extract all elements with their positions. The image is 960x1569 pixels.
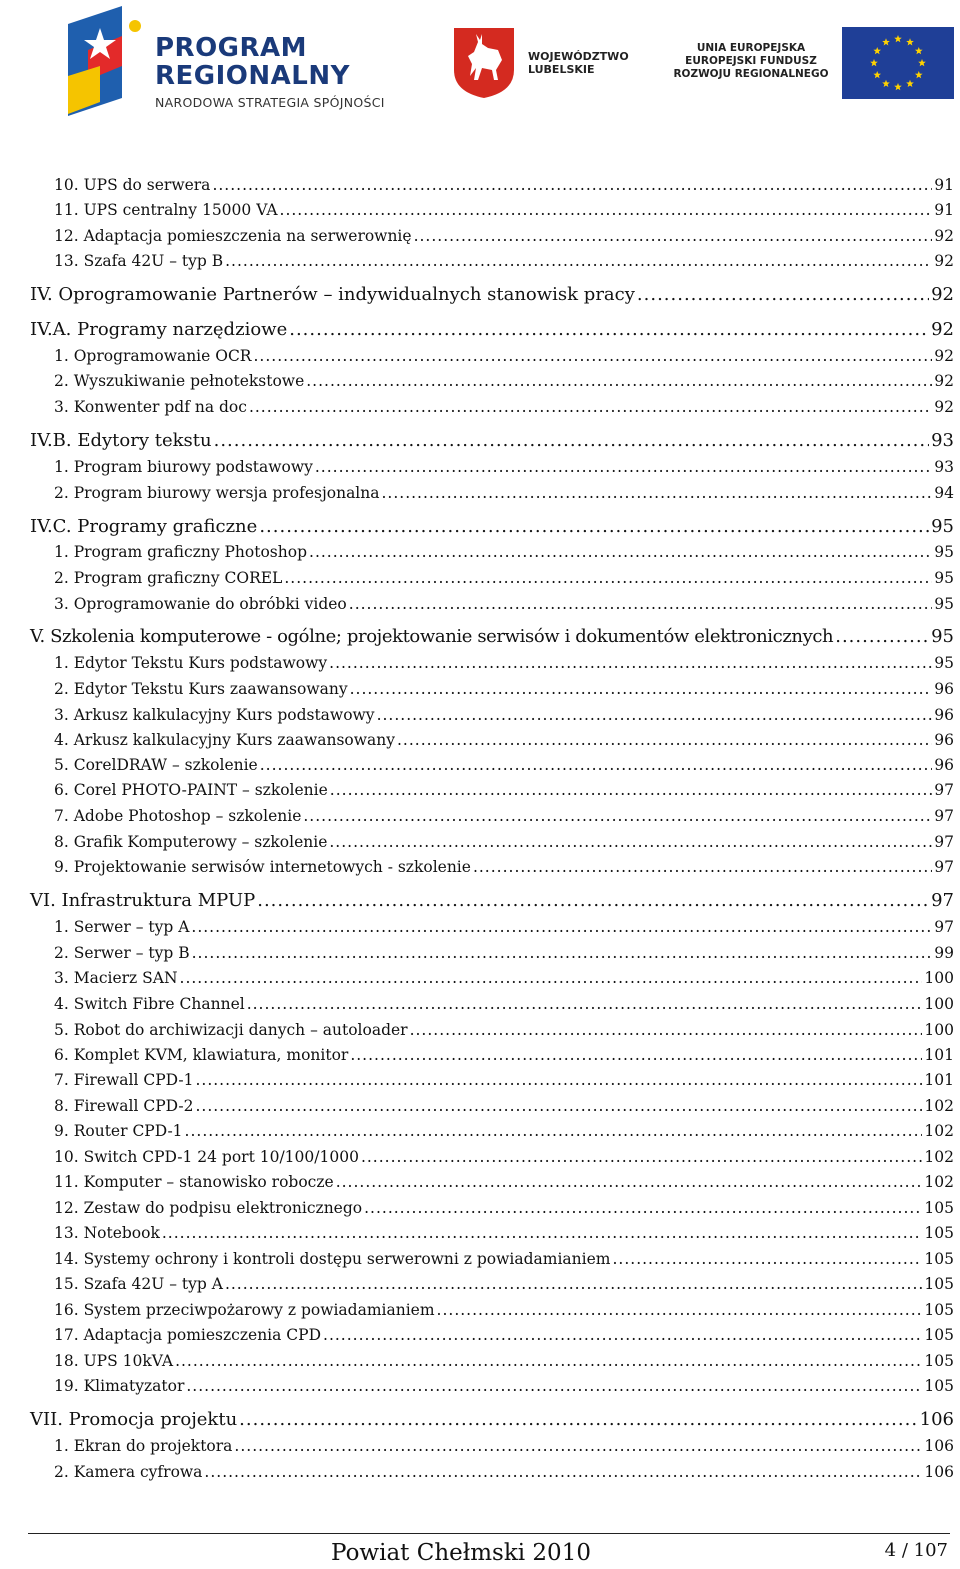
toc-entry[interactable] [54, 1173, 954, 1193]
toc-dot-leader [350, 680, 933, 698]
toc-dot-leader [162, 1224, 923, 1242]
toc-entry-title: 4. Arkusz kalkulacyjny Kurs zaawansowany [54, 731, 395, 749]
toc-dot-leader [239, 1409, 917, 1430]
toc-entry[interactable] [54, 201, 954, 221]
toc-dot-leader [289, 319, 929, 340]
toc-entry-title: 3. Konwenter pdf na doc [54, 398, 247, 416]
toc-page-number: 96 [934, 706, 954, 724]
toc-entry[interactable] [54, 781, 954, 801]
toc-page-number: 101 [924, 1046, 954, 1064]
toc-entry-title: 2. Program biurowy wersja profesjonalna [54, 484, 380, 502]
toc-dot-leader [257, 890, 929, 911]
toc-section-entry[interactable] [30, 319, 954, 343]
toc-page-number: 102 [924, 1122, 954, 1140]
footer-divider [28, 1533, 950, 1534]
toc-section-entry[interactable] [30, 1409, 954, 1433]
toc-entry[interactable] [54, 543, 954, 563]
toc-entry[interactable] [54, 1250, 954, 1270]
toc-section-entry[interactable] [30, 284, 954, 308]
toc-dot-leader [329, 833, 932, 851]
toc-entry[interactable] [54, 1122, 954, 1142]
toc-entry-title: 9. Router CPD-1 [54, 1122, 183, 1140]
toc-entry[interactable] [54, 398, 954, 418]
toc-page-number: 97 [931, 890, 954, 911]
toc-dot-leader [234, 1437, 922, 1455]
eu-fund-logo [672, 26, 954, 100]
toc-entry[interactable] [54, 1275, 954, 1295]
toc-page-number: 94 [934, 484, 954, 502]
toc-entry-title: 6. Komplet KVM, klawiatura, monitor [54, 1046, 349, 1064]
toc-dot-leader [349, 595, 933, 613]
toc-entry[interactable] [54, 1377, 954, 1397]
toc-page-number: 97 [934, 918, 954, 936]
toc-entry[interactable] [54, 1097, 954, 1117]
toc-entry[interactable] [54, 807, 954, 827]
program-regionalny-flag-icon [60, 6, 152, 116]
toc-entry[interactable] [54, 252, 954, 272]
toc-page-number: 95 [931, 516, 954, 537]
toc-entry-title: 3. Arkusz kalkulacyjny Kurs podstawowy [54, 706, 375, 724]
toc-page-number: 105 [924, 1275, 954, 1293]
toc-entry-title: 2. Edytor Tekstu Kurs zaawansowany [54, 680, 348, 698]
toc-entry-title: 9. Projektowanie serwisów internetowych - szkolenie [54, 858, 471, 876]
toc-entry-title: 12. Zestaw do podpisu elektronicznego [54, 1199, 363, 1217]
program-title [155, 34, 350, 90]
toc-entry[interactable] [54, 1021, 954, 1041]
toc-section-entry[interactable] [30, 626, 954, 650]
toc-page-number: 105 [924, 1250, 954, 1268]
toc-page-number: 105 [924, 1301, 954, 1319]
toc-entry[interactable] [54, 227, 954, 247]
toc-entry[interactable] [54, 1352, 954, 1372]
toc-entry-title: 5. Robot do archiwizacji danych – autoloader [54, 1021, 408, 1039]
toc-dot-leader [473, 858, 932, 876]
toc-entry[interactable] [54, 1437, 954, 1457]
toc-dot-leader [225, 252, 932, 270]
toc-dot-leader [214, 430, 929, 451]
toc-page-number: 99 [934, 944, 954, 962]
toc-page-number: 92 [931, 319, 954, 340]
toc-entry[interactable] [54, 1148, 954, 1168]
toc-entry-title: 14. Systemy ochrony i kontroli dostępu serwerowni z powiadamianiem [54, 1250, 611, 1268]
toc-entry[interactable] [54, 833, 954, 853]
toc-page-number: 91 [934, 201, 954, 219]
eu-line3: ROZWOJU REGIONALNEGO [673, 68, 829, 80]
toc-entry[interactable] [54, 1071, 954, 1091]
toc-page-number: 92 [934, 372, 954, 390]
toc-page-number: 95 [934, 595, 954, 613]
toc-page-number: 102 [924, 1148, 954, 1166]
toc-page-number: 92 [934, 347, 954, 365]
toc-entry-title: 1. Edytor Tekstu Kurs podstawowy [54, 654, 328, 672]
toc-dot-leader [364, 1199, 922, 1217]
toc-entry[interactable] [54, 595, 954, 615]
toc-entry-title: IV. Oprogramowanie Partnerów – indywidualnych stanowisk pracy [30, 284, 635, 305]
toc-page-number: 96 [934, 756, 954, 774]
toc-entry-title: 19. Klimatyzator [54, 1377, 185, 1395]
toc-page-number: 97 [934, 781, 954, 799]
program-subtitle: NARODOWA STRATEGIA SPÓJNOŚCI [155, 95, 385, 110]
toc-entry-title: IV.B. Edytory tekstu [30, 430, 212, 451]
toc-page-number: 105 [924, 1352, 954, 1370]
toc-section-entry[interactable] [30, 890, 954, 914]
program-title-line1: PROGRAM [155, 33, 308, 63]
toc-entry[interactable] [54, 654, 954, 674]
toc-dot-leader [637, 284, 929, 305]
toc-entry-title: 1. Oprogramowanie OCR [54, 347, 252, 365]
toc-entry-title: 1. Program graficzny Photoshop [54, 543, 308, 561]
toc-entry[interactable] [54, 569, 954, 589]
toc-page-number: 92 [934, 252, 954, 270]
page-header [0, 0, 960, 130]
toc-entry-title: VII. Promocja projektu [30, 1409, 238, 1430]
toc-dot-leader [397, 731, 932, 749]
toc-dot-leader [180, 969, 923, 987]
toc-dot-leader [377, 706, 933, 724]
toc-page-number: 96 [934, 731, 954, 749]
toc-page-number: 101 [924, 1071, 954, 1089]
toc-entry-title: 3. Macierz SAN [54, 969, 178, 987]
toc-section-entry[interactable] [30, 430, 954, 454]
toc-dot-leader [437, 1301, 923, 1319]
toc-page-number: 106 [924, 1437, 954, 1455]
toc-entry[interactable] [54, 944, 954, 964]
toc-page-number: 106 [924, 1463, 954, 1481]
toc-entry-title: 3. Oprogramowanie do obróbki video [54, 595, 347, 613]
toc-page-number: 95 [934, 543, 954, 561]
toc-entry[interactable] [54, 176, 954, 196]
toc-page-number: 100 [924, 969, 954, 987]
toc-entry-title: 8. Firewall CPD-2 [54, 1097, 194, 1115]
toc-entry-title: 5. CorelDRAW – szkolenie [54, 756, 258, 774]
toc-entry-title: 4. Switch Fibre Channel [54, 995, 245, 1013]
page-number: 4 / 107 [884, 1540, 948, 1561]
toc-page-number: 92 [934, 398, 954, 416]
toc-entry-title: 11. Komputer – stanowisko robocze [54, 1173, 334, 1191]
toc-dot-leader [284, 569, 932, 587]
toc-dot-leader [835, 626, 929, 647]
toc-dot-leader [259, 516, 929, 537]
toc-dot-leader [247, 995, 923, 1013]
toc-entry[interactable] [54, 1326, 954, 1346]
toc-page-number: 95 [934, 569, 954, 587]
toc-dot-leader [249, 398, 932, 416]
toc-page-number: 95 [931, 626, 954, 647]
toc-page-number: 97 [934, 807, 954, 825]
toc-dot-leader [315, 458, 932, 476]
toc-entry-title: 1. Program biurowy podstawowy [54, 458, 313, 476]
toc-dot-leader [306, 372, 932, 390]
toc-entry-title: 1. Serwer – typ A [54, 918, 190, 936]
toc-dot-leader [185, 1122, 923, 1140]
toc-dot-leader [350, 1046, 922, 1064]
toc-entry-title: 7. Firewall CPD-1 [54, 1071, 194, 1089]
toc-entry-title: 8. Grafik Komputerowy – szkolenie [54, 833, 328, 851]
toc-page-number: 91 [934, 176, 954, 194]
toc-page-number: 93 [931, 430, 954, 451]
toc-dot-leader [204, 1463, 922, 1481]
toc-dot-leader [225, 1275, 922, 1293]
toc-entry-title: 18. UPS 10kVA [54, 1352, 174, 1370]
toc-entry[interactable] [54, 372, 954, 392]
toc-dot-leader [191, 918, 932, 936]
toc-entry[interactable] [54, 1301, 954, 1321]
toc-page-number: 95 [934, 654, 954, 672]
toc-entry[interactable] [54, 706, 954, 726]
toc-page-number: 105 [924, 1377, 954, 1395]
toc-page-number: 93 [934, 458, 954, 476]
toc-page-number: 97 [934, 833, 954, 851]
toc-dot-leader [192, 944, 933, 962]
toc-entry-title: 6. Corel PHOTO-PAINT – szkolenie [54, 781, 328, 799]
toc-section-entry[interactable] [30, 516, 954, 540]
toc-dot-leader [195, 1071, 922, 1089]
toc-entry[interactable] [54, 858, 954, 878]
toc-dot-leader [280, 201, 933, 219]
toc-entry[interactable] [54, 995, 954, 1015]
toc-dot-leader [414, 227, 933, 245]
toc-entry-title: 2. Kamera cyfrowa [54, 1463, 203, 1481]
toc-dot-leader [323, 1326, 922, 1344]
toc-entry-title: 12. Adaptacja pomieszczenia na serwerownię [54, 227, 412, 245]
toc-page-number: 100 [924, 995, 954, 1013]
toc-page-number: 92 [931, 284, 954, 305]
eu-line2: EUROPEJSKI FUNDUSZ [685, 55, 817, 67]
toc-entry[interactable] [54, 484, 954, 504]
wojewodztwo-lubelskie-logo [452, 26, 632, 100]
toc-entry[interactable] [54, 1224, 954, 1244]
toc-entry-title: V. Szkolenia komputerowe - ogólne; projektowanie serwisów i dokumentów elektronicznych [30, 626, 834, 647]
program-regionalny-logo [60, 6, 405, 116]
toc-entry-title: 7. Adobe Photoshop – szkolenie [54, 807, 302, 825]
toc-dot-leader [195, 1097, 922, 1115]
toc-entry-title: 15. Szafa 42U – typ A [54, 1275, 223, 1293]
toc-entry-title: 2. Program graficzny COREL [54, 569, 283, 587]
toc-entry[interactable] [54, 1199, 954, 1219]
eu-line1: UNIA EUROPEJSKA [696, 42, 806, 54]
toc-page-number: 105 [924, 1199, 954, 1217]
region-name [528, 50, 629, 76]
toc-entry-title: 10. Switch CPD-1 24 port 10/100/1000 [54, 1148, 359, 1166]
toc-dot-leader [330, 781, 932, 799]
toc-page-number: 102 [924, 1097, 954, 1115]
toc-entry-title: 13. Notebook [54, 1224, 160, 1242]
toc-entry[interactable] [54, 347, 954, 367]
toc-page-number: 92 [934, 227, 954, 245]
deer-shield-icon [452, 26, 516, 100]
toc-page-number: 96 [934, 680, 954, 698]
toc-page-number: 100 [924, 1021, 954, 1039]
toc-entry-title: 1. Ekran do projektora [54, 1437, 233, 1455]
eu-fund-text [672, 42, 830, 81]
toc-dot-leader [612, 1250, 922, 1268]
toc-entry-title: IV.A. Programy narzędziowe [30, 319, 288, 340]
toc-dot-leader [309, 543, 932, 561]
toc-entry[interactable] [54, 756, 954, 776]
toc-dot-leader [336, 1173, 923, 1191]
toc-entry[interactable] [54, 1046, 954, 1066]
toc-entry-title: 11. UPS centralny 15000 VA [54, 201, 278, 219]
toc-entry-title: 17. Adaptacja pomieszczenia CPD [54, 1326, 322, 1344]
toc-page-number: 106 [919, 1409, 954, 1430]
toc-entry-title: 10. UPS do serwera [54, 176, 211, 194]
toc-entry[interactable] [54, 731, 954, 751]
toc-entry-title: 2. Serwer – typ B [54, 944, 190, 962]
toc-dot-leader [382, 484, 933, 502]
toc-page-number: 102 [924, 1173, 954, 1191]
toc-entry[interactable] [54, 918, 954, 938]
toc-dot-leader [212, 176, 932, 194]
eu-flag-icon [842, 27, 954, 99]
region-line1: WOJEWÓDZTWO [528, 50, 629, 63]
toc-dot-leader [410, 1021, 923, 1039]
region-line2: LUBELSKIE [528, 63, 595, 76]
toc-dot-leader [175, 1352, 922, 1370]
toc-dot-leader [303, 807, 932, 825]
toc-entry-title: 2. Wyszukiwanie pełnotekstowe [54, 372, 305, 390]
toc-page-number: 105 [924, 1326, 954, 1344]
toc-entry[interactable] [54, 458, 954, 478]
toc-entry-title: 13. Szafa 42U – typ B [54, 252, 224, 270]
toc-page-number: 97 [934, 858, 954, 876]
toc-entry[interactable] [54, 1463, 954, 1483]
toc-dot-leader [253, 347, 932, 365]
program-title-line2: REGIONALNY [155, 61, 350, 91]
toc-dot-leader [361, 1148, 922, 1166]
toc-dot-leader [186, 1377, 922, 1395]
toc-dot-leader [329, 654, 932, 672]
toc-entry-title: VI. Infrastruktura MPUP [30, 890, 256, 911]
toc-entry[interactable] [54, 680, 954, 700]
toc-entry-title: IV.C. Programy graficzne [30, 516, 258, 537]
footer-title: Powiat Chełmski 2010 [331, 1540, 591, 1566]
toc-dot-leader [260, 756, 933, 774]
toc-entry[interactable] [54, 969, 954, 989]
toc-page-number: 105 [924, 1224, 954, 1242]
toc-entry-title: 16. System przeciwpożarowy z powiadamianiem [54, 1301, 435, 1319]
